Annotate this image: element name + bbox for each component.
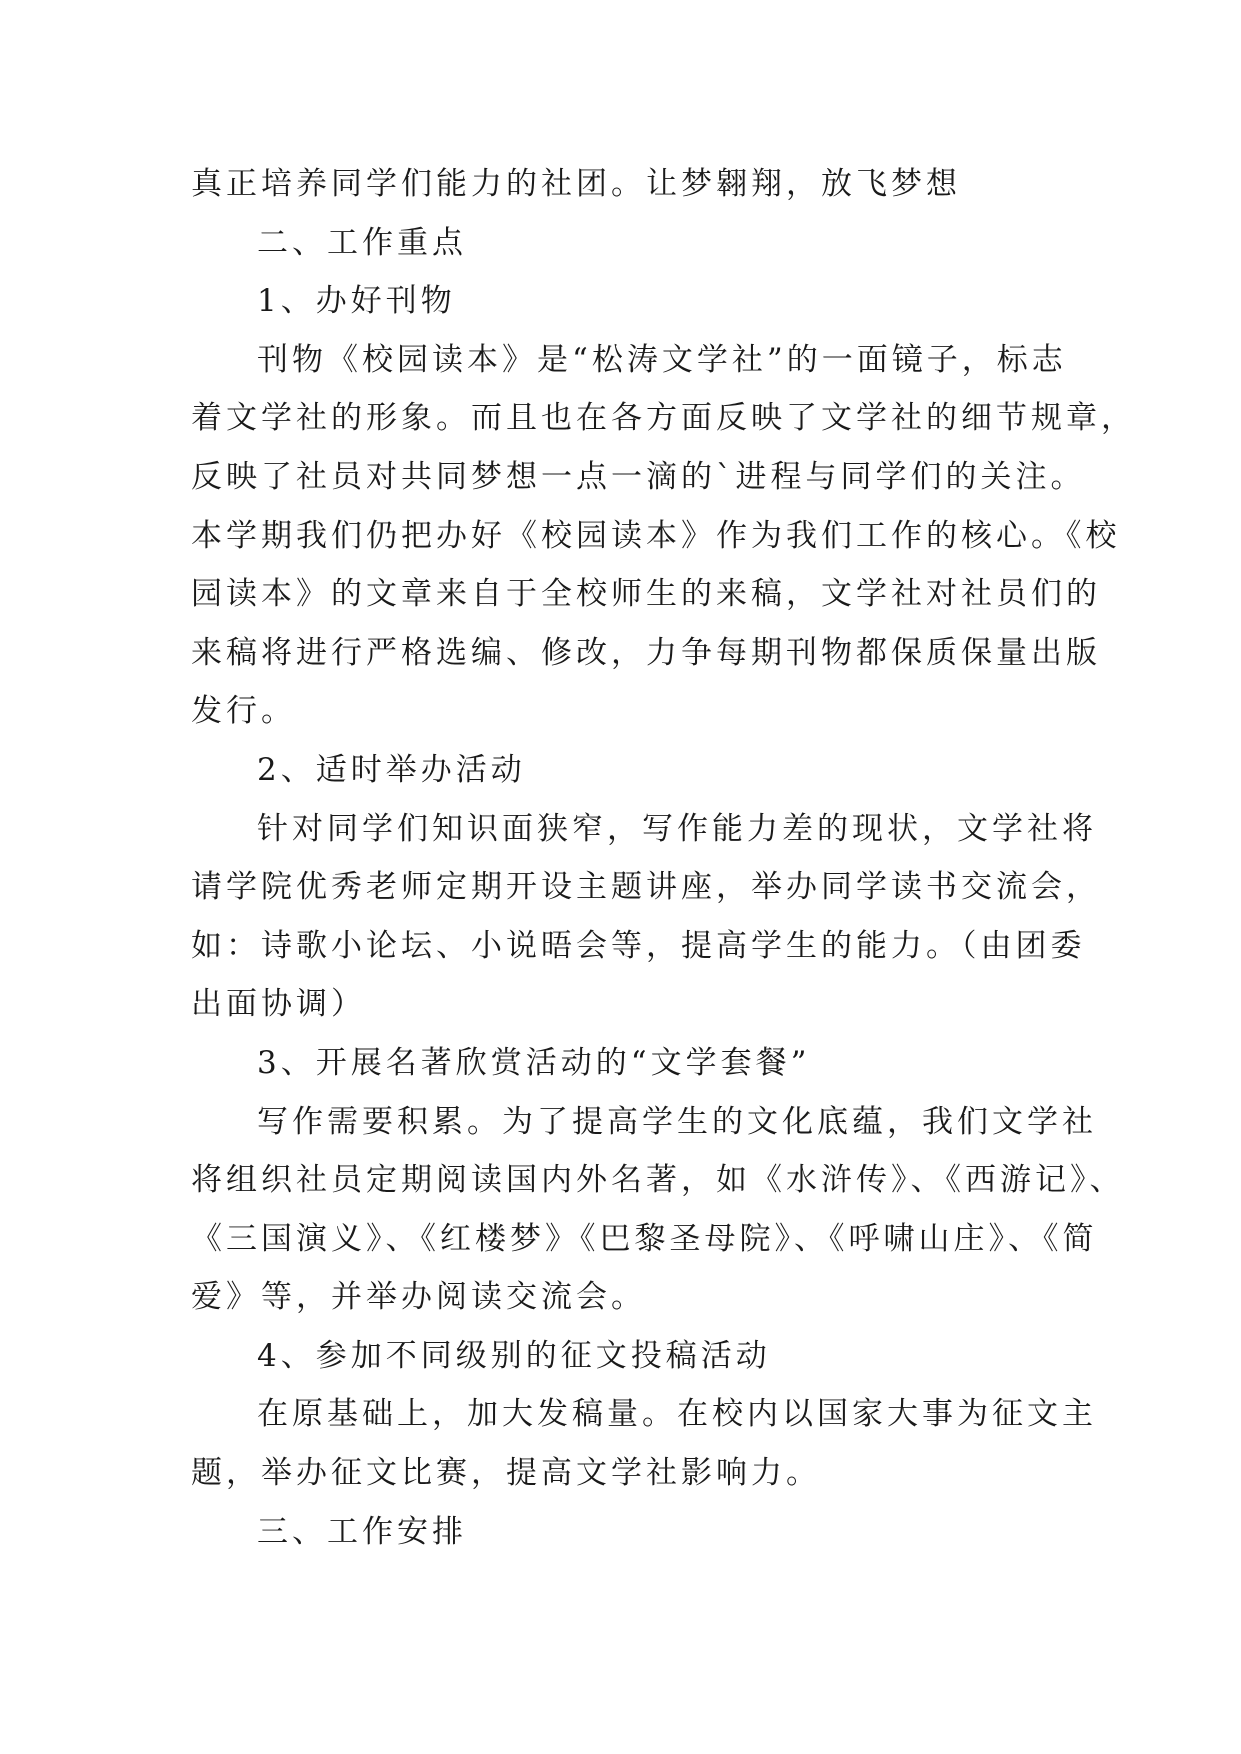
text-line: 来稿将进行严格选编、修改，力争每期刊物都保质保量出版	[191, 634, 1101, 671]
text-line: 写作需要积累。为了提高学生的文化底蕴，我们文学社	[257, 1103, 1097, 1140]
text-line: 题，举办征文比赛，提高文学社影响力。	[191, 1455, 821, 1492]
text-line: 刊物《校园读本》是“松涛文学社”的一面镜子，标志	[257, 341, 1067, 378]
text-line: 本学期我们仍把办好《校园读本》作为我们工作的核心。《校	[191, 517, 1121, 554]
text-line: 真正培养同学们能力的社团。让梦翱翔，放飞梦想	[191, 166, 961, 202]
section-heading: 三、工作安排	[257, 1513, 467, 1550]
text-line: 在原基础上，加大发稿量。在校内以国家大事为征文主	[257, 1396, 1097, 1433]
section-heading: 二、工作重点	[257, 224, 467, 261]
text-line: 园读本》的文章来自于全校师生的来稿，文学社对社员们的	[191, 576, 1101, 613]
text-line: 出面协调）	[191, 986, 366, 1023]
text-line: 着文学社的形象。而且也在各方面反映了文学社的细节规章，	[191, 400, 1136, 437]
text-line: 《三国演义》、《红楼梦》《巴黎圣母院》、《呼啸山庄》、《简	[191, 1220, 1098, 1257]
text-line: 如：诗歌小论坛、小说晤会等，提高学生的能力。（由团委	[191, 927, 1086, 964]
document-body	[191, 155, 1136, 1561]
subsection-heading: 3、开展名著欣赏活动的“文学套餐”	[257, 1044, 811, 1081]
text-line: 请学院优秀老师定期开设主题讲座，举办同学读书交流会，	[191, 869, 1101, 906]
text-line: 针对同学们知识面狭窄，写作能力差的现状，文学社将	[257, 810, 1097, 847]
subsection-heading: 2、适时举办活动	[257, 751, 526, 788]
text-line: 反映了社员对共同梦想一点一滴的`进程与同学们的关注。	[191, 458, 1086, 495]
subsection-heading: 4、参加不同级别的征文投稿活动	[257, 1337, 771, 1374]
text-line: 发行。	[191, 693, 296, 730]
text-line: 爱》等，并举办阅读交流会。	[191, 1279, 646, 1316]
subsection-heading: 1、办好刊物	[257, 283, 456, 320]
text-line: 将组织社员定期阅读国内外名著，如《水浒传》、《西游记》、	[191, 1162, 1125, 1199]
